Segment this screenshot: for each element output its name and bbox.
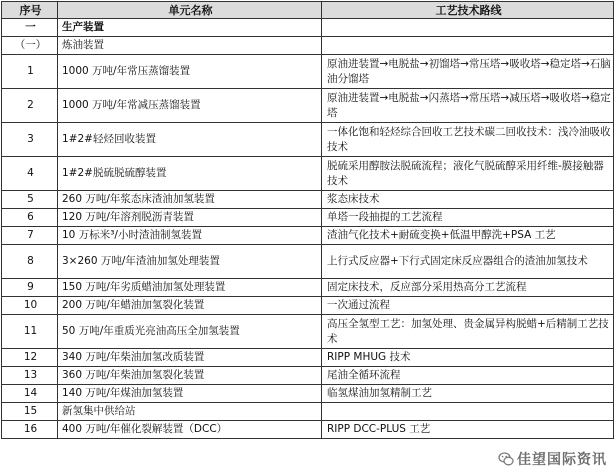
cell-unit-name: 150 万吨/年劣质蜡油加氢处理装置 [58, 279, 322, 297]
table-row [2, 227, 614, 245]
cell-unit-name: 1#2#轻烃回收装置 [58, 123, 322, 157]
table-row [2, 367, 614, 385]
document-page [1, 1, 614, 439]
wechat-icon [498, 451, 514, 467]
table-row [2, 349, 614, 367]
cell-seq: 13 [2, 367, 58, 385]
cell-process-route: 一体化饱和轻烃综合回收工艺技术碳二回收技术：浅冷油吸收技术 [322, 123, 614, 157]
cell-seq: 11 [2, 315, 58, 349]
table-row [2, 89, 614, 123]
cell-seq: 10 [2, 297, 58, 315]
cell-process-route: 原油进装置→电脱盐→闪蒸塔→常压塔→减压塔→吸收塔→稳定塔 [322, 89, 614, 123]
cell-unit-name: 1000 万吨/年常压蒸馏装置 [58, 55, 322, 89]
table-row [2, 421, 614, 439]
watermark [496, 449, 609, 469]
cell-seq: 8 [2, 245, 58, 279]
cell-unit-name: 1#2#脱硫脱硫醇装置 [58, 157, 322, 191]
process-units-table [1, 1, 614, 439]
cell-process-route: 尾油全循环流程 [322, 367, 614, 385]
cell-seq: 6 [2, 209, 58, 227]
cell-process-route [322, 37, 614, 55]
cell-seq: （一） [2, 37, 58, 55]
table-row [2, 123, 614, 157]
cell-seq: 5 [2, 191, 58, 209]
cell-unit-name: 140 万吨/年煤油加氢装置 [58, 385, 322, 403]
table-header-row [2, 2, 614, 19]
cell-seq: 12 [2, 349, 58, 367]
header-process-route: 工艺技术路线 [322, 2, 614, 19]
header-unit-name: 单元名称 [58, 2, 322, 19]
cell-seq: 14 [2, 385, 58, 403]
cell-seq: 2 [2, 89, 58, 123]
table-row [2, 55, 614, 89]
table-row [2, 19, 614, 37]
cell-unit-name: 360 万吨/年柴油加氢裂化装置 [58, 367, 322, 385]
cell-process-route: 固定床技术，反应部分采用热高分工艺流程 [322, 279, 614, 297]
cell-seq: 7 [2, 227, 58, 245]
table-row [2, 37, 614, 55]
cell-seq: 4 [2, 157, 58, 191]
cell-process-route: 上行式反应器+下行式固定床反应器组合的渣油加氢技术 [322, 245, 614, 279]
table-row [2, 191, 614, 209]
table-row [2, 385, 614, 403]
table-row [2, 279, 614, 297]
cell-unit-name: 炼油装置 [58, 37, 322, 55]
cell-seq: 9 [2, 279, 58, 297]
table-row [2, 403, 614, 421]
cell-process-route: 浆态床技术 [322, 191, 614, 209]
cell-process-route: RIPP DCC-PLUS 工艺 [322, 421, 614, 439]
cell-seq: 1 [2, 55, 58, 89]
table-row [2, 315, 614, 349]
header-seq: 序号 [2, 2, 58, 19]
cell-seq: 一 [2, 19, 58, 37]
cell-process-route [322, 19, 614, 37]
cell-seq: 15 [2, 403, 58, 421]
table-row [2, 297, 614, 315]
cell-unit-name: 340 万吨/年柴油加氢改质装置 [58, 349, 322, 367]
cell-unit-name: 400 万吨/年催化裂解装置（DCC） [58, 421, 322, 439]
table-body [2, 19, 614, 439]
cell-unit-name: 3×260 万吨/年渣油加氢处理装置 [58, 245, 322, 279]
cell-unit-name: 200 万吨/年蜡油加氢裂化装置 [58, 297, 322, 315]
table-row [2, 209, 614, 227]
watermark-text: 佳望国际资讯 [517, 452, 607, 468]
cell-process-route: 原油进装置→电脱盐→初馏塔→常压塔→吸收塔→稳定塔→石脑油分馏塔 [322, 55, 614, 89]
cell-process-route: 临氢煤油加氢精制工艺 [322, 385, 614, 403]
cell-process-route: 高压全氢型工艺：加氢处理、贵金属异构脱蜡+后精制工艺技术 [322, 315, 614, 349]
cell-unit-name: 新氢集中供给站 [58, 403, 322, 421]
cell-unit-name: 10 万标米³/小时渣油制氢装置 [58, 227, 322, 245]
cell-process-route: 一次通过流程 [322, 297, 614, 315]
cell-unit-name: 50 万吨/年重质光亮油高压全加氢装置 [58, 315, 322, 349]
cell-process-route: 脱硫采用醇胺法脱硫流程；液化气脱硫醇采用纤维-膜接触器技术 [322, 157, 614, 191]
cell-process-route [322, 403, 614, 421]
cell-process-route: RIPP MHUG 技术 [322, 349, 614, 367]
cell-unit-name: 1000 万吨/年常减压蒸馏装置 [58, 89, 322, 123]
cell-unit-name: 120 万吨/年溶剂脱沥青装置 [58, 209, 322, 227]
cell-seq: 3 [2, 123, 58, 157]
cell-seq: 16 [2, 421, 58, 439]
cell-process-route: 单塔一段抽提的工艺流程 [322, 209, 614, 227]
cell-process-route: 渣油气化技术+耐硫变换+低温甲醇洗+PSA 工艺 [322, 227, 614, 245]
table-row [2, 157, 614, 191]
cell-unit-name: 260 万吨/年浆态床渣油加氢装置 [58, 191, 322, 209]
cell-unit-name: 生产装置 [58, 19, 322, 37]
table-row [2, 245, 614, 279]
